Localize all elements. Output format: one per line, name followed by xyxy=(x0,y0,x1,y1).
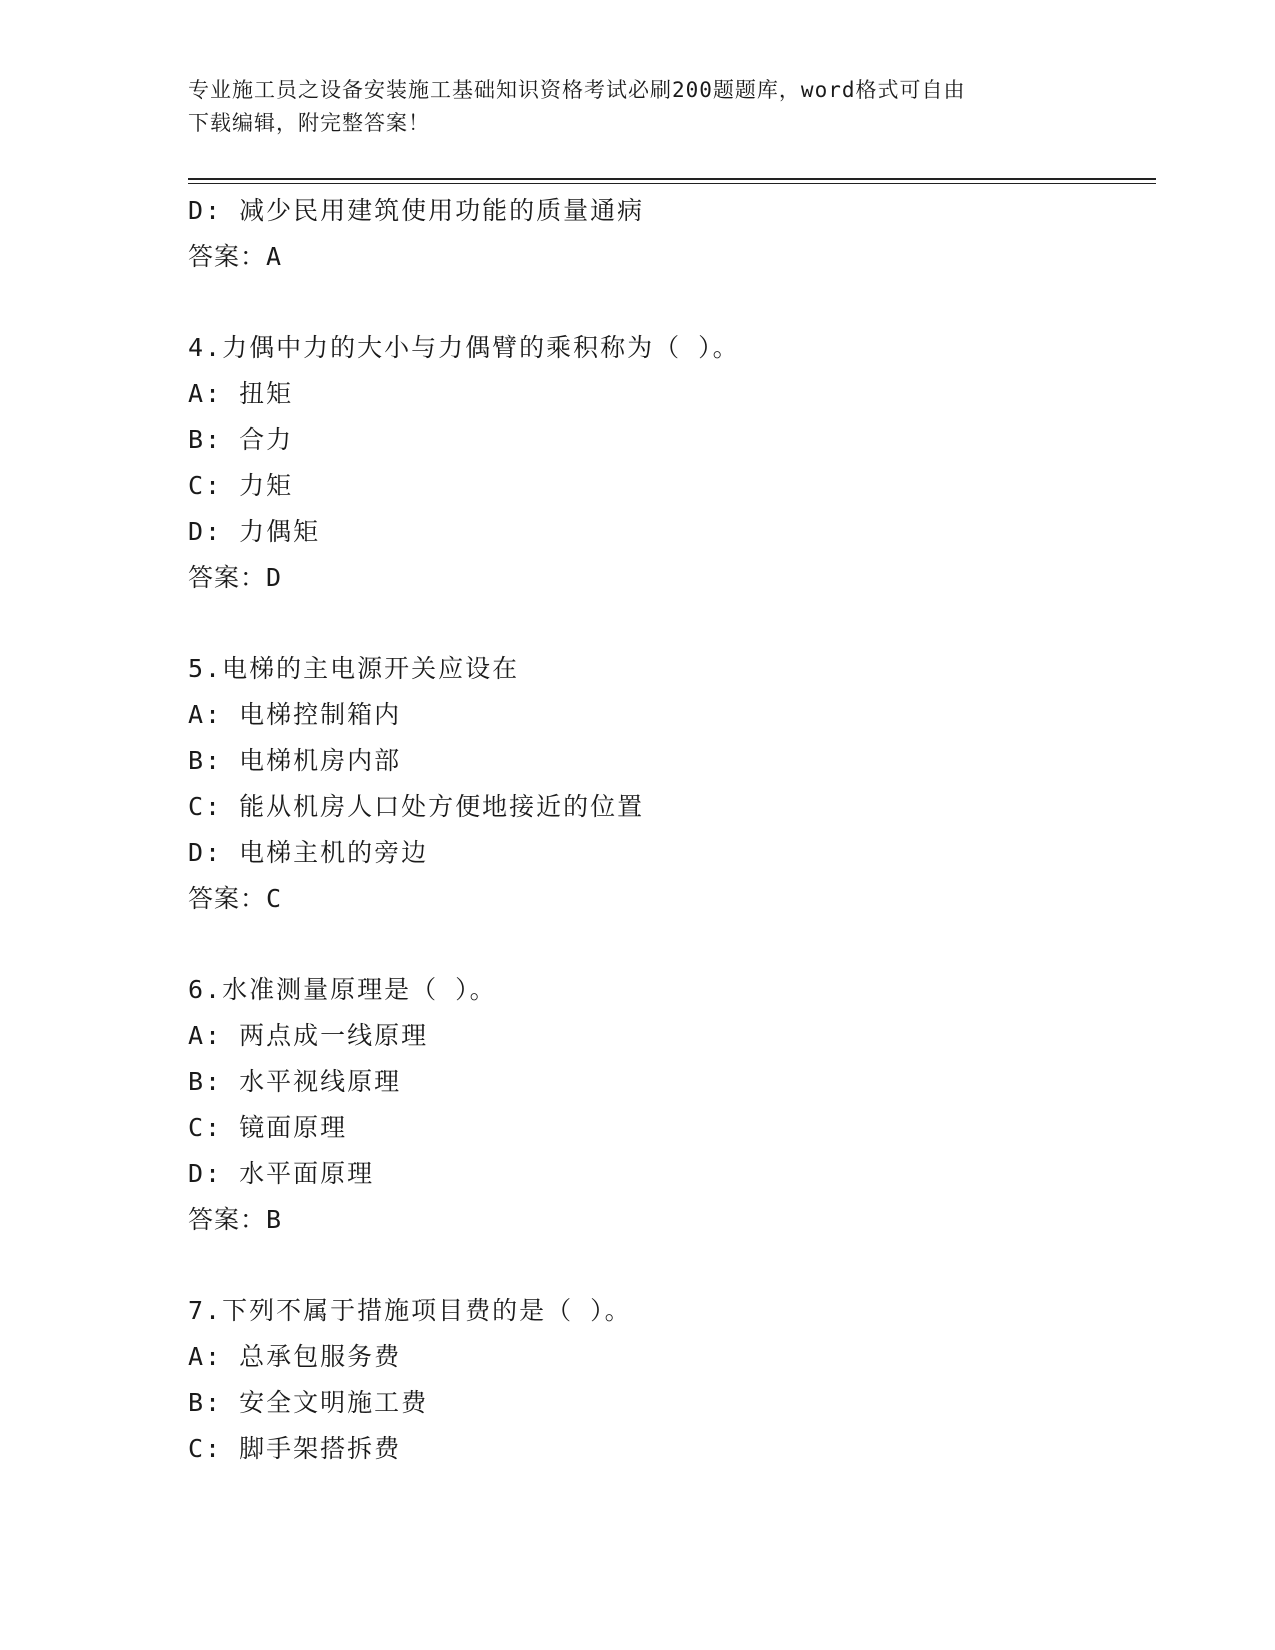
q4-option-c: C: 力矩 xyxy=(188,471,294,500)
q3-answer xyxy=(188,234,1156,280)
q5-question: 5.电梯的主电源开关应设在 xyxy=(188,654,520,683)
q4-answer-label: 答案： xyxy=(188,563,267,592)
q5-answer xyxy=(188,876,1156,922)
q6-option-a: A: 两点成一线原理 xyxy=(188,1021,429,1050)
header-divider-thin xyxy=(188,183,1156,184)
q7-option-c: C: 脚手架搭拆费 xyxy=(188,1434,402,1463)
q3-answer-label: 答案： xyxy=(188,242,267,271)
q4-option-a: A: 扭矩 xyxy=(188,379,294,408)
q4-answer xyxy=(188,555,1156,601)
q6-question: 6.水准测量原理是（ ）。 xyxy=(188,975,497,1004)
header-line-1: 专业施工员之设备安装施工基础知识资格考试必刷200题题库，word格式可自由 xyxy=(188,78,966,102)
question-list xyxy=(188,188,1156,1472)
q6-answer-value: B xyxy=(266,1205,284,1234)
q4-question: 4.力偶中力的大小与力偶臂的乘积称为（ ）。 xyxy=(188,333,740,362)
q6-option-d: D: 水平面原理 xyxy=(188,1159,375,1188)
q5-option-d: D: 电梯主机的旁边 xyxy=(188,838,429,867)
q3-answer-value: A xyxy=(266,242,284,271)
q4-answer-value: D xyxy=(266,563,284,592)
q7-option-a: A: 总承包服务费 xyxy=(188,1342,402,1371)
q7-option-b: B: 安全文明施工费 xyxy=(188,1388,429,1417)
q5-answer-label: 答案： xyxy=(188,884,267,913)
q5-option-a: A: 电梯控制箱内 xyxy=(188,700,402,729)
q4-option-d: D: 力偶矩 xyxy=(188,517,321,546)
q6-option-c: C: 镜面原理 xyxy=(188,1113,348,1142)
header-divider xyxy=(188,178,1156,180)
q3-option-d: D: 减少民用建筑使用功能的质量通病 xyxy=(188,196,645,225)
q6-answer xyxy=(188,1197,1156,1243)
document-header xyxy=(188,74,1088,140)
q6-option-b: B: 水平视线原理 xyxy=(188,1067,402,1096)
header-line-2: 下载编辑，附完整答案！ xyxy=(188,111,430,135)
q5-option-c: C: 能从机房人口处方便地接近的位置 xyxy=(188,792,645,821)
q5-option-b: B: 电梯机房内部 xyxy=(188,746,402,775)
q5-answer-value: C xyxy=(266,884,284,913)
q4-option-b: B: 合力 xyxy=(188,425,294,454)
q6-answer-label: 答案： xyxy=(188,1205,267,1234)
q7-question: 7.下列不属于措施项目费的是（ ）。 xyxy=(188,1296,632,1325)
